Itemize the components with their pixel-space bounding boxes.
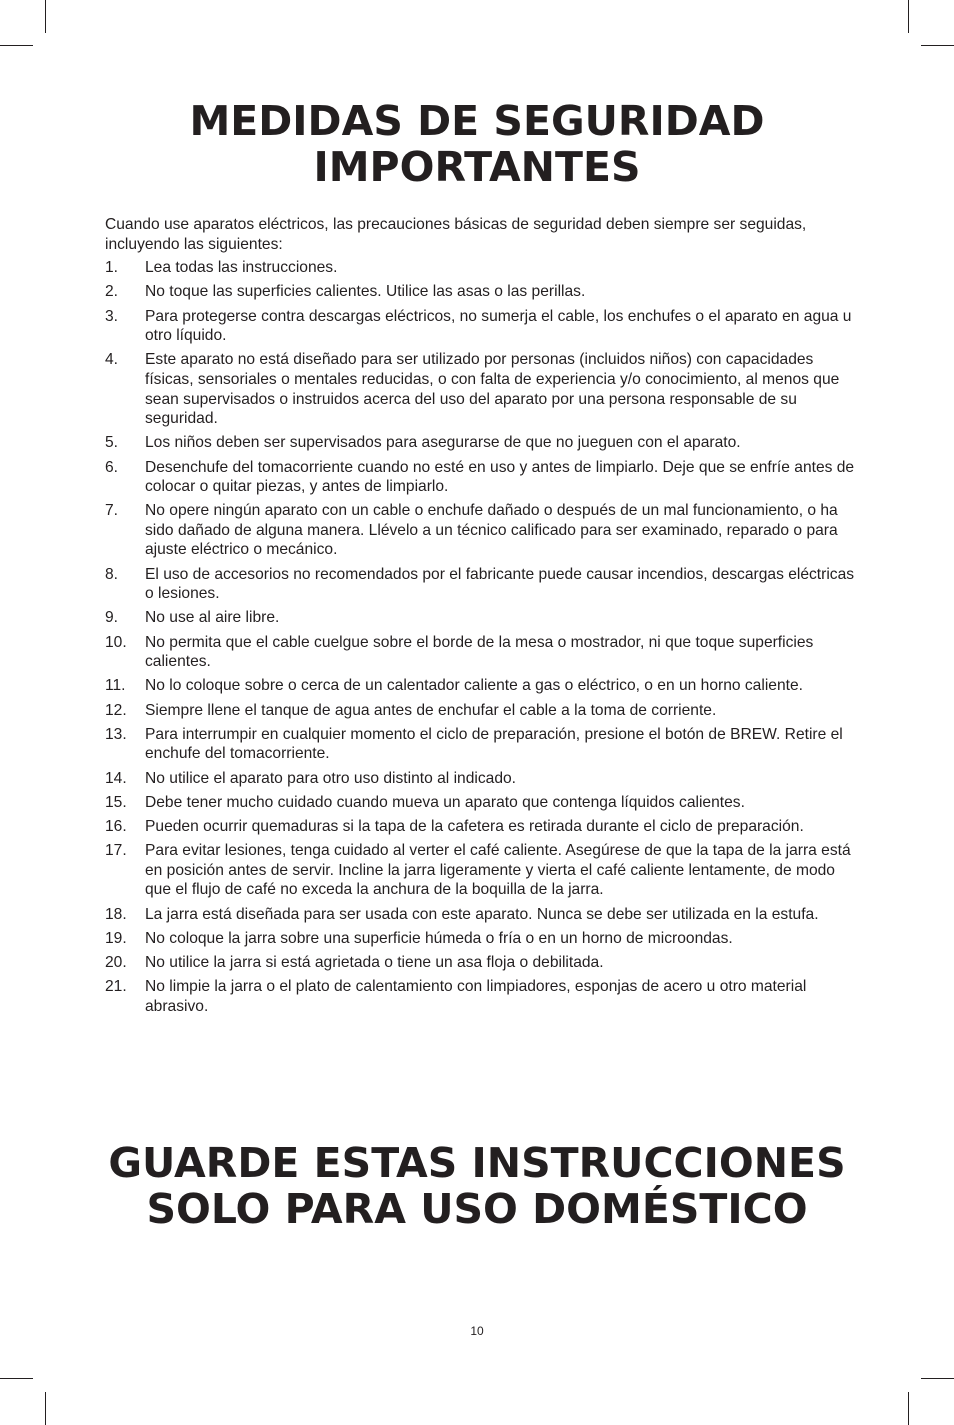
list-item-text: No toque las superficies calientes. Utilice las asas o las perillas. bbox=[145, 283, 586, 301]
list-item bbox=[105, 433, 855, 453]
list-item-number: 2. bbox=[105, 283, 119, 301]
list-item-text: Los niños deben ser supervisados para asegurarse de que no jueguen con el aparato. bbox=[145, 434, 741, 452]
list-item-number: 11. bbox=[105, 677, 126, 695]
intro-paragraph: Cuando use aparatos eléctricos, las precauciones básicas de seguridad deben siempre ser seguidas, incluyendo las siguientes: bbox=[105, 216, 807, 253]
list-item bbox=[105, 953, 855, 973]
list-item-number: 15. bbox=[105, 793, 127, 811]
list-item-text: El uso de accesorios no recomendados por el fabricante puede causar incendios, descargas eléctricas o lesiones. bbox=[145, 565, 855, 603]
list-item-text: No utilice la jarra si está agrietada o tiene un asa floja o debilitada. bbox=[145, 953, 604, 971]
list-item-number: 12. bbox=[105, 701, 127, 719]
list-item bbox=[105, 977, 855, 1016]
list-item-number: 3. bbox=[105, 307, 119, 325]
list-item bbox=[105, 725, 855, 764]
list-item-text: No utilice el aparato para otro uso distinto al indicado. bbox=[145, 769, 517, 787]
list-item bbox=[105, 501, 855, 560]
list-item bbox=[105, 258, 855, 278]
list-item-number: 20. bbox=[105, 953, 127, 971]
crop-mark bbox=[45, 0, 46, 33]
crop-mark bbox=[0, 45, 33, 46]
list-item-text: Para interrumpir en cualquier momento el ciclo de preparación, presione el botón de BREW. Retire el enchufe del tomacorriente. bbox=[145, 725, 843, 763]
list-item-text: Para protegerse contra descargas eléctricos, no sumerja el cable, los enchufes o el aparato en agua u otro líquido. bbox=[145, 307, 852, 345]
list-item-number: 14. bbox=[105, 769, 127, 787]
list-item-number: 1. bbox=[105, 259, 119, 277]
list-item bbox=[105, 633, 855, 672]
footer-heading bbox=[0, 1140, 954, 1232]
list-item-number: 10. bbox=[105, 633, 127, 651]
list-item-text: No permita que el cable cuelgue sobre el borde de la mesa o mostrador, ni que toque superficies calientes. bbox=[145, 633, 814, 671]
list-item-number: 21. bbox=[105, 978, 127, 996]
footer-heading-line-1: GUARDE ESTAS INSTRUCCIONES bbox=[108, 1139, 846, 1187]
page-title-line-1: MEDIDAS DE SEGURIDAD bbox=[189, 97, 765, 145]
list-item-number: 9. bbox=[105, 609, 119, 627]
list-item bbox=[105, 350, 855, 428]
crop-mark bbox=[0, 1378, 33, 1379]
list-item-number: 17. bbox=[105, 842, 127, 860]
list-item-text: Debe tener mucho cuidado cuando mueva un aparato que contenga líquidos calientes. bbox=[145, 793, 745, 811]
list-item-text: Para evitar lesiones, tenga cuidado al verter el café caliente. Asegúrese de que la tapa de la jarra está en posición antes de servir. Incline la jarra ligeramente y vierta el café caliente lentamente, de modo que el flujo de café no exceda la anchura de la boquilla de la jarra. bbox=[145, 842, 851, 899]
list-item-number: 5. bbox=[105, 434, 119, 452]
list-item-number: 18. bbox=[105, 905, 127, 923]
list-item bbox=[105, 282, 855, 302]
crop-mark bbox=[908, 0, 909, 33]
footer-heading-line-2: SOLO PARA USO DOMÉSTICO bbox=[146, 1185, 808, 1233]
list-item bbox=[105, 608, 855, 628]
list-item-text: Desenchufe del tomacorriente cuando no esté en uso y antes de limpiarlo. Deje que se enfríe antes de colocar o quitar piezas, y antes de limpiarlo. bbox=[145, 458, 855, 496]
list-item-text: No coloque la jarra sobre una superficie húmeda o fría o en un horno de microondas. bbox=[145, 929, 733, 947]
list-item-number: 13. bbox=[105, 725, 127, 743]
list-item bbox=[105, 307, 855, 346]
list-item bbox=[105, 701, 855, 721]
page-title-line-2: IMPORTANTES bbox=[313, 143, 641, 191]
list-item-text: Lea todas las instrucciones. bbox=[145, 259, 338, 277]
list-item bbox=[105, 841, 855, 900]
list-item bbox=[105, 458, 855, 497]
list-item bbox=[105, 817, 855, 837]
list-item-text: No use al aire libre. bbox=[145, 609, 280, 627]
crop-mark bbox=[921, 1378, 954, 1379]
list-item-text: No opere ningún aparato con un cable o enchufe dañado o después de un mal funcionamiento, o ha sido dañado de alguna manera. Llévelo a un técnico calificado para ser examinado, reparado o para ajuste eléctrico o mecánico. bbox=[145, 502, 838, 559]
list-item-number: 4. bbox=[105, 351, 119, 369]
list-item-text: Siempre llene el tanque de agua antes de enchufar el cable a la toma de corriente. bbox=[145, 701, 717, 719]
list-item-text: No limpie la jarra o el plato de calentamiento con limpiadores, esponjas de acero u otro material abrasivo. bbox=[145, 978, 807, 1015]
crop-mark bbox=[908, 1392, 909, 1425]
crop-mark bbox=[45, 1392, 46, 1425]
list-item bbox=[105, 905, 855, 925]
list-item bbox=[105, 929, 855, 949]
list-item-text: La jarra está diseñada para ser usada con este aparato. Nunca se debe ser utilizada en la estufa. bbox=[145, 905, 819, 923]
safety-list bbox=[105, 258, 855, 1016]
list-item-text: No lo coloque sobre o cerca de un calentador caliente a gas o eléctrico, o en un horno caliente. bbox=[145, 677, 803, 695]
page-number: 10 bbox=[470, 1324, 484, 1338]
crop-mark bbox=[921, 45, 954, 46]
list-item-number: 8. bbox=[105, 565, 119, 583]
list-item-number: 16. bbox=[105, 817, 127, 835]
list-item bbox=[105, 676, 855, 696]
list-item bbox=[105, 565, 855, 604]
list-item-number: 6. bbox=[105, 458, 119, 476]
list-item-text: Pueden ocurrir quemaduras si la tapa de la cafetera es retirada durante el ciclo de preparación. bbox=[145, 817, 804, 835]
list-item-text: Este aparato no está diseñado para ser utilizado por personas (incluidos niños) con capacidades físicas, sensoriales o mentales reducidas, o con falta de experiencia y/o conocimiento, al menos que sean supervisados o instruidos acerca del uso del aparato por una persona responsable de su seguridad. bbox=[145, 351, 840, 428]
list-item-number: 7. bbox=[105, 502, 119, 520]
list-item bbox=[105, 769, 855, 789]
list-item-number: 19. bbox=[105, 929, 127, 947]
page-title bbox=[0, 98, 954, 190]
list-item bbox=[105, 793, 855, 813]
safety-content bbox=[105, 215, 855, 1021]
